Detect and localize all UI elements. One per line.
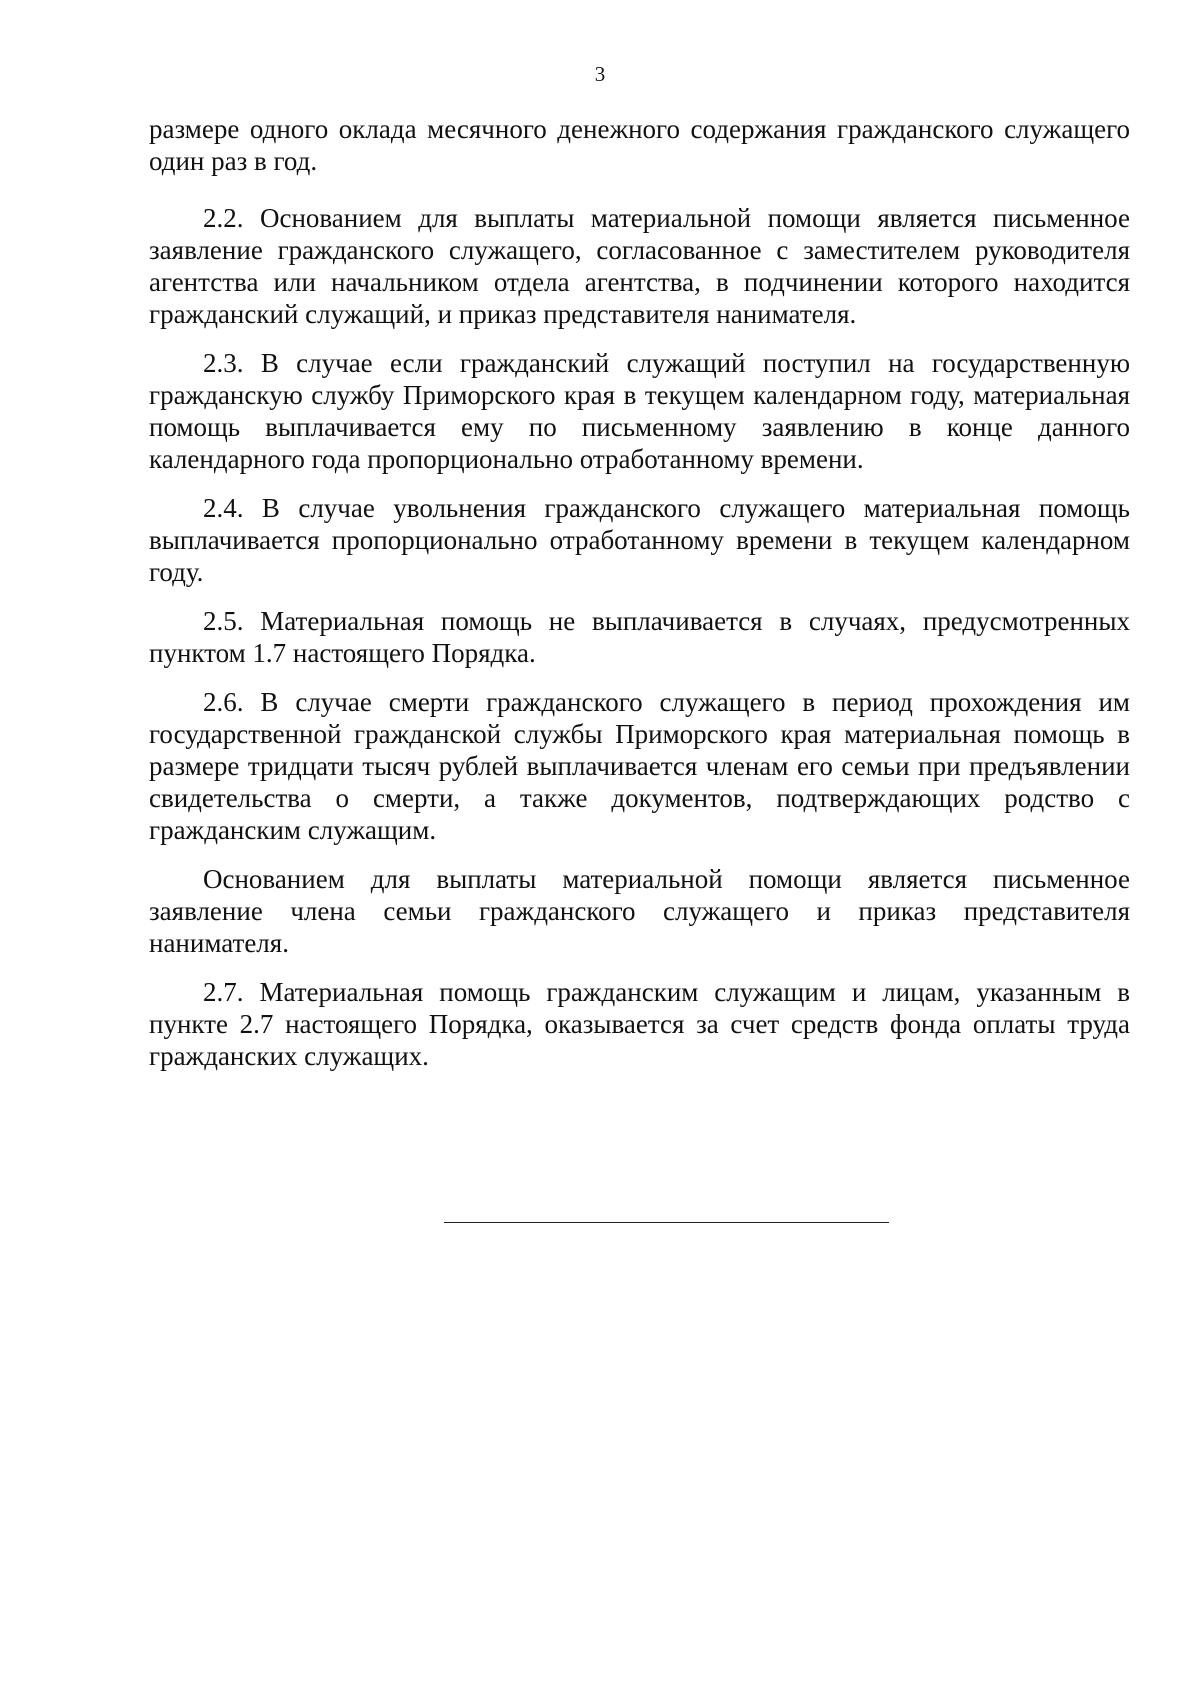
paragraph-2-4: 2.4. В случае увольнения гражданского служащего материальная помощь выплачивается пропорционально отработанному времени в текущем календарном году. xyxy=(149,493,1130,587)
paragraph-2-2: 2.2. Основанием для выплаты материальной помощи является письменное заявление гражданского служащего, согласованное с заместителем руководителя агентства или начальником отдела агентства, в подчинении которого находится гражданский служащий, и приказ представителя нанимателя. xyxy=(149,203,1130,329)
paragraph-2-6-basis: Основанием для выплаты материальной помощи является письменное заявление члена семьи гражданского служащего и приказ представителя нанимателя. xyxy=(149,864,1130,958)
paragraph-2-5: 2.5. Материальная помощь не выплачивается в случаях, предусмотренных пунктом 1.7 настоящего Порядка. xyxy=(149,606,1130,668)
paragraph-2-6: 2.6. В случае смерти гражданского служащего в период прохождения им государственной гражданской службы Приморского края материальная помощь в размере тридцати тысяч рублей выплачивается членам его семьи при предъявлении свидетельства о смерти, а также документов, подтверждающих родство с гражданским служащим. xyxy=(149,687,1130,845)
paragraph-2-7: 2.7. Материальная помощь гражданским служащим и лицам, указанным в пункте 2.7 настоящего Порядка, оказывается за счет средств фонда оплаты труда гражданских служащих. xyxy=(149,977,1130,1071)
document-body xyxy=(149,113,1130,1089)
page-number: 3 xyxy=(594,62,606,86)
end-divider-line xyxy=(444,1222,889,1223)
paragraph-2-3: 2.3. В случае если гражданский служащий поступил на государственную гражданскую службу Приморского края в текущем календарном году, материальная помощь выплачивается ему по письменному заявлению в конце данного календарного года пропорционально отработанному времени. xyxy=(149,348,1130,474)
paragraph-continuation: размере одного оклада месячного денежного содержания гражданского служащего один раз в год. xyxy=(149,114,1130,176)
